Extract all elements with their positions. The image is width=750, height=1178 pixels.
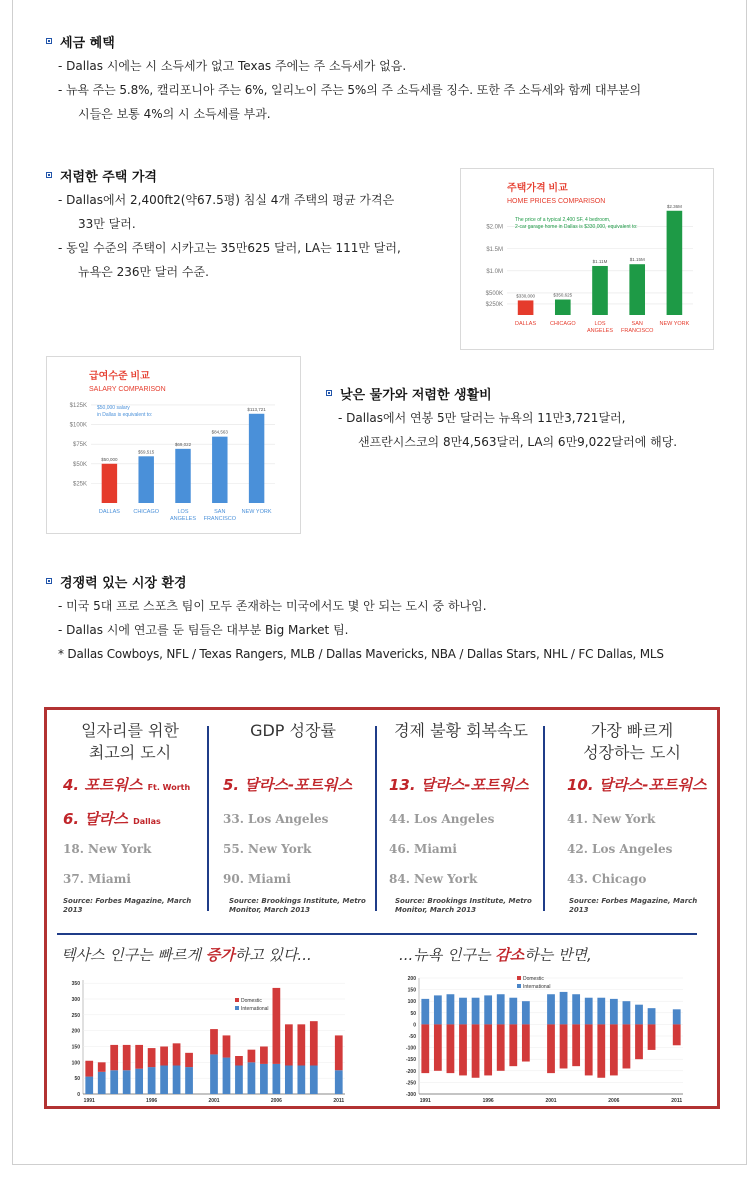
bar-international	[148, 1067, 156, 1094]
column-divider	[543, 726, 545, 911]
bar-international	[459, 998, 467, 1025]
square-bullet-icon	[46, 578, 52, 584]
bar-domestic	[235, 1056, 243, 1066]
bar-domestic	[522, 1024, 530, 1061]
x-category-label: ANGELES	[170, 516, 196, 522]
y-tick-label: 250	[71, 1012, 80, 1019]
other-rank: 42. Los Angeles	[567, 842, 673, 856]
column-title: GDP 성장률	[250, 721, 336, 740]
bar-international	[522, 1001, 530, 1024]
housing-section-title: 저렴한 주택 가격	[46, 166, 446, 184]
bar-international	[447, 994, 455, 1024]
chart-annotation: The price of a typical 2,400 SF, 4 bedroom,	[515, 217, 611, 223]
y-tick-label: 150	[407, 987, 416, 994]
x-category-label: LOS	[177, 509, 189, 515]
bar-international	[185, 1067, 193, 1094]
y-tick-label: -200	[405, 1068, 416, 1075]
other-rank: 33. Los Angeles	[223, 812, 329, 826]
living-cost-section	[326, 384, 736, 454]
market-line: * Dallas Cowboys, NFL / Texas Rangers, MLB / Dallas Mavericks, NBA / Dallas Stars, NHL / FC Dallas, MLS	[58, 647, 664, 661]
other-rank: 46. Miami	[389, 842, 457, 856]
y-tick-label: 100	[407, 999, 416, 1006]
square-bullet-icon	[46, 172, 52, 178]
legend-label: International	[241, 1006, 269, 1012]
bar-domestic	[260, 1047, 268, 1064]
highlight-rank: 4. 포트워스 Ft. Worth	[63, 776, 191, 794]
x-category-label: CHICAGO	[133, 509, 160, 515]
bar-domestic	[597, 1024, 605, 1077]
bar-international	[560, 992, 568, 1024]
square-bullet-icon	[46, 38, 52, 44]
bar-domestic	[497, 1024, 505, 1070]
other-rank: 55. New York	[223, 842, 312, 856]
legend-swatch	[517, 984, 521, 988]
bar-international	[484, 995, 492, 1024]
y-tick-label: $100K	[69, 422, 87, 429]
data-label: $84,563	[211, 429, 228, 435]
chart-annotation: in Dallas is equivalent to:	[97, 412, 153, 418]
x-tick-label: 2001	[545, 1098, 557, 1104]
y-tick-label: $125K	[69, 402, 87, 409]
bar	[667, 211, 683, 315]
x-category-label: DALLAS	[98, 509, 120, 515]
legend-swatch	[235, 998, 239, 1002]
bar-domestic	[123, 1045, 131, 1070]
tax-section	[46, 32, 736, 126]
ranking-column-gdp	[213, 720, 373, 915]
y-tick-label: $1.5M	[486, 246, 503, 253]
bar	[138, 456, 153, 503]
y-tick-label: $25K	[72, 481, 87, 488]
x-category-label: DALLAS	[515, 321, 537, 327]
data-label: $50,000	[101, 456, 118, 462]
x-tick-label: 2006	[608, 1098, 620, 1104]
bar-domestic	[459, 1024, 467, 1075]
source-note: Source: Forbes Magazine, March 2013	[569, 897, 698, 914]
tax-line: - Dallas 시에는 시 소득세가 없고 Texas 주에는 주 소득세가 없음.	[58, 59, 407, 73]
bar-international	[509, 998, 517, 1025]
y-tick-label: $2.0M	[486, 224, 503, 231]
x-category-label: SAN	[631, 321, 643, 327]
y-tick-label: 200	[407, 976, 416, 982]
bar-domestic	[148, 1048, 156, 1067]
salary-chart-card	[46, 356, 301, 534]
x-tick-label: 1991	[419, 1098, 431, 1104]
column-title: 가장 빠르게 성장하는 도시	[583, 721, 681, 762]
bar-international	[235, 1066, 243, 1095]
y-tick-label: -50	[408, 1034, 416, 1040]
bar-domestic	[635, 1024, 643, 1059]
bar-international	[123, 1070, 131, 1094]
x-tick-label: 2011	[333, 1098, 345, 1104]
y-tick-label: 300	[71, 997, 80, 1003]
bar-international	[547, 994, 555, 1024]
ranking-column-growth	[549, 720, 715, 915]
ranking-panel	[44, 707, 720, 1109]
y-tick-label: 100	[71, 1060, 80, 1067]
x-tick-label: 2001	[208, 1098, 220, 1104]
legend-swatch	[235, 1006, 239, 1010]
bar-domestic	[160, 1047, 168, 1066]
x-tick-label: 2006	[270, 1098, 282, 1104]
highlight-rank: 6. 달라스 Dallas	[63, 810, 161, 828]
other-rank: 90. Miami	[223, 872, 291, 886]
y-tick-label: $1.0M	[486, 268, 503, 275]
legend-label: International	[523, 984, 551, 990]
y-tick-label: 0	[77, 1092, 80, 1098]
y-tick-label: $250K	[485, 301, 503, 308]
y-tick-label: -150	[405, 1057, 416, 1064]
tax-line: 시들은 보통 4%의 시 소득세를 부과.	[78, 107, 271, 121]
x-category-label: LOS	[594, 321, 606, 327]
y-tick-label: 150	[71, 1044, 80, 1051]
bar-international	[110, 1070, 118, 1094]
bar-domestic	[560, 1024, 568, 1068]
y-tick-label: $500K	[485, 290, 503, 297]
headline-texas: 텍사스 인구는 빠르게 증가하고 있다...	[61, 946, 312, 964]
bar-international	[98, 1072, 106, 1094]
housing-line: 33만 달러.	[78, 217, 136, 231]
source-note: Source: Forbes Magazine, March 2013	[63, 897, 192, 914]
bar-domestic	[285, 1024, 293, 1065]
legend-label: Domestic	[523, 976, 544, 982]
bar-international	[285, 1066, 293, 1095]
bar-domestic	[210, 1029, 218, 1054]
other-rank: 84. New York	[389, 872, 478, 886]
tax-line: - 뉴욕 주는 5.8%, 캘리포니아 주는 6%, 일리노이 주는 5%의 주 소득세를 징수. 또한 주 소득세와 함께 대부분의	[58, 83, 641, 97]
bar-domestic	[447, 1024, 455, 1073]
legend-label: Domestic	[241, 998, 262, 1004]
highlight-rank: 5. 달라스-포트워스	[223, 776, 353, 794]
data-label: $330,000	[516, 293, 535, 299]
chart-annotation: 2-car garage home in Dallas is $330,000, equivalent to:	[515, 224, 638, 230]
bar-domestic	[335, 1035, 343, 1070]
bar-domestic	[273, 988, 281, 1064]
column-title: 일자리를 위한 최고의 도시	[81, 721, 179, 762]
bar-domestic	[173, 1043, 181, 1065]
bar-international	[223, 1058, 231, 1094]
x-category-label: FRANCISCO	[621, 328, 654, 334]
bar-domestic	[484, 1024, 492, 1075]
bar-international	[135, 1069, 143, 1094]
bar-international	[85, 1077, 93, 1094]
bar-domestic	[547, 1024, 555, 1073]
bar-domestic	[421, 1024, 429, 1073]
bar-domestic	[297, 1024, 305, 1065]
data-label: $1.15M	[629, 257, 645, 263]
bar	[555, 300, 571, 315]
bar-international	[310, 1066, 318, 1095]
headline-newyork: ...뉴욕 인구는 감소하는 반면,	[399, 946, 592, 964]
column-title: 경제 불황 회복속도	[394, 721, 528, 740]
column-divider	[375, 726, 377, 911]
market-line: - 미국 5대 프로 스포츠 팀이 모두 존재하는 미국에서도 몇 안 되는 도시 중 하나임.	[58, 599, 487, 613]
x-category-label: CHICAGO	[549, 321, 576, 327]
y-tick-label: 350	[71, 981, 80, 988]
bar	[102, 464, 117, 503]
other-rank: 43. Chicago	[567, 872, 647, 886]
data-label: $350,625	[553, 292, 573, 298]
bar-international	[585, 998, 593, 1025]
bar-domestic	[673, 1024, 681, 1045]
square-bullet-icon	[326, 390, 332, 396]
bar-domestic	[85, 1061, 93, 1077]
source-note: Source: Brookings Institute, Metro Monitor, March 2013	[229, 897, 366, 914]
bar-domestic	[110, 1045, 118, 1070]
x-category-label: ANGELES	[587, 328, 613, 334]
housing-line: - Dallas에서 2,400ft2(약67.5평) 침실 4개 주택의 평균 가격은	[58, 193, 395, 207]
highlight-rank: 10. 달라스-포트워스	[567, 776, 707, 794]
bar-international	[623, 1001, 631, 1024]
newyork-population-chart	[397, 972, 687, 1104]
y-tick-label: 50	[410, 1010, 416, 1017]
legend-swatch	[517, 976, 521, 980]
living-line: 샌프란시스코의 8만4,563달러, LA의 6만9,022달러에 해당.	[358, 435, 678, 449]
texas-population-chart	[57, 972, 349, 1104]
other-rank: 18. New York	[63, 842, 152, 856]
chart-title: 급여수준 비교	[89, 371, 150, 382]
chart-annotation: $50,000 salary	[97, 405, 130, 411]
bar-international	[210, 1054, 218, 1094]
bar-international	[335, 1070, 343, 1094]
market-section-title: 경쟁력 있는 시장 환경	[46, 572, 736, 590]
x-tick-label: 1996	[146, 1098, 158, 1104]
bar-international	[497, 994, 505, 1024]
data-label: $1.11M	[592, 258, 608, 264]
bar-international	[248, 1062, 256, 1094]
bar-international	[673, 1009, 681, 1024]
bar	[592, 266, 608, 315]
bar-international	[648, 1008, 656, 1024]
x-category-label: NEW YORK	[659, 321, 690, 327]
bar	[175, 449, 190, 503]
bar-domestic	[623, 1024, 631, 1068]
bar	[212, 437, 227, 503]
home-price-chart	[461, 169, 713, 349]
x-tick-label: 1996	[482, 1098, 494, 1104]
bar-domestic	[223, 1035, 231, 1057]
other-rank: 41. New York	[567, 812, 656, 826]
market-section	[46, 572, 736, 666]
other-rank: 44. Los Angeles	[389, 812, 495, 826]
y-tick-label: $75K	[72, 442, 87, 449]
market-line: - Dallas 시에 연고를 둔 팀들은 대부분 Big Market 팀.	[58, 623, 349, 637]
data-label: $59,515	[138, 449, 155, 455]
bar-domestic	[434, 1024, 442, 1070]
bar-domestic	[585, 1024, 593, 1075]
bar-international	[434, 995, 442, 1024]
y-tick-label: 0	[413, 1022, 416, 1029]
housing-section	[46, 166, 446, 284]
x-category-label: NEW YORK	[241, 509, 272, 515]
x-tick-label: 2011	[671, 1098, 683, 1104]
bar-international	[610, 999, 618, 1025]
bar-domestic	[98, 1062, 106, 1072]
data-label: $2.36M	[666, 203, 682, 209]
living-line: - Dallas에서 연봉 5만 달러는 뉴욕의 11만3,721달러,	[338, 411, 626, 425]
other-rank: 37. Miami	[63, 872, 131, 886]
chart-title: 주택가격 비교	[507, 183, 568, 194]
y-tick-label: -300	[405, 1092, 416, 1098]
bar-international	[273, 1064, 281, 1094]
bar-international	[635, 1005, 643, 1025]
ranking-column-recovery	[381, 720, 541, 915]
highlight-rank: 13. 달라스-포트워스	[389, 776, 529, 794]
column-divider	[207, 726, 209, 911]
data-label: $113,721	[247, 406, 266, 412]
tax-section-title: 세금 혜택	[46, 32, 736, 50]
bar-domestic	[248, 1050, 256, 1063]
bar-domestic	[310, 1021, 318, 1065]
living-cost-section-title: 낮은 물가와 저렴한 생활비	[326, 384, 736, 402]
y-tick-label: -100	[405, 1045, 416, 1052]
x-tick-label: 1991	[83, 1098, 95, 1104]
bar-domestic	[572, 1024, 580, 1066]
bar-domestic	[648, 1024, 656, 1050]
bar-domestic	[472, 1024, 480, 1077]
bar-international	[472, 998, 480, 1025]
bar-international	[160, 1066, 168, 1095]
chart-subtitle: HOME PRICES COMPARISON	[507, 198, 606, 205]
panel-divider	[57, 933, 697, 935]
bar-domestic	[135, 1045, 143, 1069]
data-label: $69,022	[174, 441, 192, 447]
bar-domestic	[185, 1053, 193, 1067]
bar-international	[572, 994, 580, 1024]
housing-line: 뉴욕은 236만 달러 수준.	[78, 265, 209, 279]
bar	[518, 300, 534, 315]
salary-chart	[47, 357, 300, 533]
bar-international	[297, 1066, 305, 1095]
bar-domestic	[509, 1024, 517, 1066]
y-tick-label: 200	[71, 1028, 80, 1035]
bar	[629, 264, 645, 315]
bar-international	[260, 1064, 268, 1094]
bar-international	[173, 1066, 181, 1095]
bar-international	[597, 998, 605, 1025]
source-note: Source: Brookings Institute, Metro Monitor, March 2013	[395, 897, 532, 914]
housing-line: - 동일 수준의 주택이 시카고는 35만625 달러, LA는 111만 달러,	[58, 241, 401, 255]
home-price-chart-card	[460, 168, 714, 350]
y-tick-label: 50	[74, 1076, 80, 1083]
bar-international	[421, 999, 429, 1025]
y-tick-label: -250	[405, 1080, 416, 1087]
y-tick-label: $50K	[72, 461, 87, 468]
ranking-column-jobs	[51, 720, 209, 915]
x-category-label: FRANCISCO	[203, 516, 236, 522]
chart-subtitle: SALARY COMPARISON	[89, 386, 166, 393]
x-category-label: SAN	[214, 509, 226, 515]
bar	[249, 414, 264, 503]
bar-domestic	[610, 1024, 618, 1075]
